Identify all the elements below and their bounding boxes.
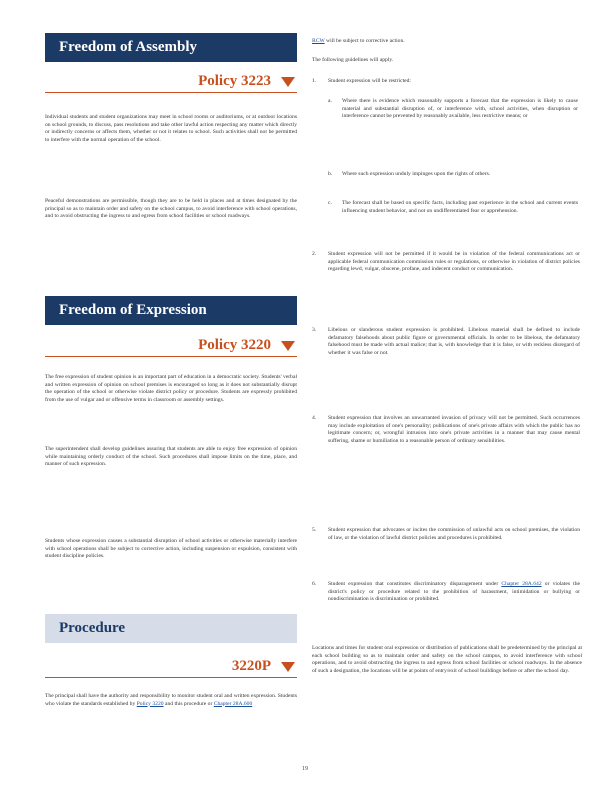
list-item-text: Student expression will not be permitted if it would be in violation of the federal communications act or applicable federal communication commission rules or regulations, or otherwise in violation of district policies regarding lewd, vulgar, obscene, profane, and indecent conduct or communication. [328,251,580,273]
assembly-policy-number: Policy 3223 [198,73,271,89]
list-item [312,78,580,86]
procedure-paragraph-1 [45,693,297,708]
list-item-number: 6. [312,581,317,587]
sub-item-text: Where such expression unduly impinges upon the rights of others. [342,171,491,177]
rcw-link[interactable]: RCW [312,38,325,44]
sub-item [328,98,578,121]
list-item-number: 1. [312,78,317,84]
sub-item [328,171,578,179]
intro-rest-text: will be subject to corrective action. [326,38,405,44]
sub-item-letter: a. [328,98,332,104]
expression-paragraph-2: The superintendent shall develop guidelines assuring that students are able to enjoy free expression of opinion while maintaining orderly conduct of the school. Such procedures shall impose limits on the time, place, and manner of such expression. [45,446,297,468]
sub-item-letter: c. [328,200,332,206]
assembly-policy-row [45,70,297,93]
triangle-marker-icon [281,341,295,351]
sub-item-text: Where there is evidence which reasonably supports a forecast that the expression is likely to cause material and substantial disruption of, or interference with, school activities, when disruption or interference cannot be prevented by reasonably available, less restrictive means; or [342,98,578,120]
chapter-28a642-link[interactable]: Chapter 28A.642 [501,581,542,587]
sub-item [328,200,578,215]
procedure-heading: Procedure [45,614,297,643]
list-item [312,527,580,542]
guidelines-intro: The following guidelines will apply. [312,57,394,63]
page-number: 19 [302,766,308,772]
list-item [312,581,580,604]
intro-paragraph [312,38,582,46]
list-item-number: 4. [312,415,317,421]
list-item-text: Student expression that involves an unwarranted invasion of privacy will not be permitted. Such occurrences may include exploitation of one's personality; publications of one's private affairs with which the public has no legitimate concern; or, wrongful intrusion into one's private activities in a manner that may cause mental suffering, shame or humiliation to a reasonable person of ordinary sensibilities. [328,415,580,444]
triangle-marker-icon [281,662,295,672]
procedure-policy-row [45,655,297,678]
procedure-policy-number: 3220P [231,658,271,674]
list-item [312,415,580,445]
list-item-text: Student expression that constitutes discriminatory disparagement under [328,581,499,587]
list-item-number: 5. [312,527,317,533]
expression-policy-number: Policy 3220 [198,337,271,353]
procedure-text: The principal shall have the authority and responsibility to monitor student oral and written expression. Students who violate the standards established by [45,693,297,707]
list-item-text: Student expression will be restricted: [328,78,411,84]
list-item-number: 3. [312,327,317,333]
list-item-number: 2. [312,251,317,257]
list-item-text: Libelous or slanderous student expression is prohibited. Libelous material shall be defined to include defamatory falsehoods about public figure or governmental officials. In order to be libelous, the defamatory falsehood must be made with actual malice; that is, with knowledge that it is false, or with reckless disregard of whether it was false or not. [328,327,580,356]
list-item [312,327,580,357]
sub-item-letter: b. [328,171,333,177]
expression-paragraph-1: The free expression of student opinion is an important part of education in a democratic society. Students' verbal and written expression of opinion on school premises is encouraged so long as it does not substantially disrupt the operation of the school or otherwise violate district policy or procedure. Students are expressly prohibited from the use of vulgar and or offensive terms in classroom or assembly settings. [45,374,297,403]
assembly-heading: Freedom of Assembly [45,33,297,62]
closing-paragraph: Locations and times for student oral expression or distribution of publications shall be predetermined by the principal at each school building so as to maintain order and safety on the school campus, to avoid interference with school operations, and to avoid obstructing the ingress to and egress from school facilities or school roadways. In the absence of such a designation, the locations will be at points of entry/exit of school buildings before or after the school day. [312,645,582,674]
list-item [312,251,580,274]
list-item-text: Student expression that advocates or incites the commission of unlawful acts on school premises, the violation of law, or the violation of lawful district policies and procedures is prohibited. [328,527,580,541]
assembly-paragraph-1: Individual students and student organizations may meet in school rooms or auditoriums, or at outdoor locations on school grounds, to discuss, pass resolutions and take other lawful action respecting any matter which directly or indirectly concerns or affects them, whether or not it relates to school. Such activities shall not be permitted to interfere with the normal operation of the school. [45,114,297,143]
assembly-paragraph-2: Peaceful demonstrations are permissible, though they are to be held in places and at times designated by the principal so as to maintain order and safety on the school campus, to avoid interference with school operations, and to avoid obstructing the ingress to and egress from school facilities or school roadways. [45,198,297,220]
triangle-marker-icon [281,77,295,87]
chapter-28a600-link[interactable]: Chapter 28A.600 [213,700,253,707]
list-item-text-continued: or violates the district's policy or procedure related to the prohibition of harassment, intimidation or bullying or nondiscrimination is discrimination or prohibited. [328,581,580,603]
procedure-mid-text: and this procedure or [164,700,213,707]
expression-heading: Freedom of Expression [45,296,297,325]
expression-policy-row [45,334,297,357]
sub-item-text: The forecast shall be based on specific facts, including past experience in the school and current events influencing student behavior, and not on undifferentiated fear or apprehension. [342,200,578,214]
policy-3220-link[interactable]: Policy 3220 [136,700,164,707]
expression-paragraph-3: Students whose expression causes a substantial disruption of school activities or otherwise materially interfere with school operations shall be subject to corrective action, including suspension or expulsion, consistent with student discipline policies. [45,538,297,560]
